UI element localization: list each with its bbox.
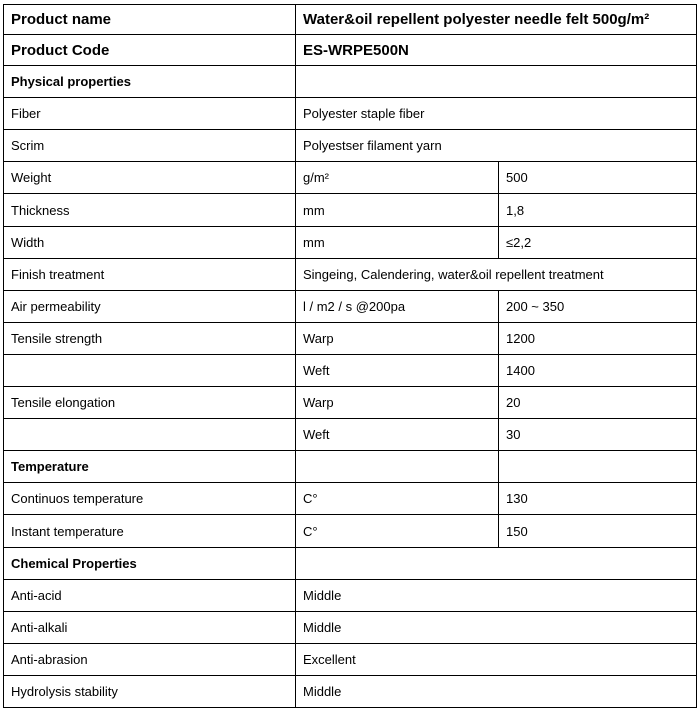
row-value: 200 ~ 350: [499, 291, 697, 323]
section-heading-temperature: Temperature: [4, 451, 296, 483]
empty-cell: [4, 355, 296, 387]
row-label: Anti-acid: [4, 580, 296, 612]
section-heading-chemical: Chemical Properties: [4, 548, 296, 580]
table-row-anti-abrasion: [4, 644, 697, 676]
row-unit: g/m²: [296, 162, 499, 194]
row-label: Thickness: [4, 194, 296, 227]
table-row-anti-acid: [4, 580, 697, 612]
row-value: Polyestser filament yarn: [296, 130, 697, 162]
product-name-value: Water&oil repellent polyester needle felt 500g/m²: [296, 5, 697, 35]
product-name-row: [4, 5, 697, 35]
row-value: Singeing, Calendering, water&oil repellent treatment: [296, 259, 697, 291]
row-label: Tensile elongation: [4, 387, 296, 419]
row-value: 1400: [499, 355, 697, 387]
row-value: 20: [499, 387, 697, 419]
row-value: 30: [499, 419, 697, 451]
row-unit: Weft: [296, 419, 499, 451]
empty-cell: [296, 66, 697, 98]
row-label: Anti-alkali: [4, 612, 296, 644]
table-row-continuous-temperature: [4, 483, 697, 515]
row-value: Middle: [296, 580, 697, 612]
product-code-row: [4, 35, 697, 66]
row-value: 500: [499, 162, 697, 194]
table-row-width: [4, 227, 697, 259]
row-value: 130: [499, 483, 697, 515]
section-row-physical: [4, 66, 697, 98]
table-row-scrim: [4, 130, 697, 162]
product-code-label: Product Code: [4, 35, 296, 66]
row-label: Fiber: [4, 98, 296, 130]
row-unit: l / m2 / s @200pa: [296, 291, 499, 323]
row-label: Hydrolysis stability: [4, 676, 296, 708]
empty-cell: [4, 419, 296, 451]
row-value: ≤2,2: [499, 227, 697, 259]
row-value: Middle: [296, 612, 697, 644]
row-unit: Warp: [296, 387, 499, 419]
table-row-tensile-elongation-warp: [4, 387, 697, 419]
row-label: Air permeability: [4, 291, 296, 323]
empty-cell: [296, 451, 499, 483]
table-row-fiber: [4, 98, 697, 130]
product-code-value: ES-WRPE500N: [296, 35, 697, 66]
row-value: 150: [499, 515, 697, 548]
row-value: Middle: [296, 676, 697, 708]
row-label: Anti-abrasion: [4, 644, 296, 676]
row-unit: C°: [296, 483, 499, 515]
row-value: 1200: [499, 323, 697, 355]
section-heading-physical: Physical properties: [4, 66, 296, 98]
row-unit: mm: [296, 194, 499, 227]
table-row-instant-temperature: [4, 515, 697, 548]
table-row-hydrolysis-stability: [4, 676, 697, 708]
product-spec-table: [3, 4, 697, 708]
row-label: Continuos temperature: [4, 483, 296, 515]
table-row-weight: [4, 162, 697, 194]
product-name-label: Product name: [4, 5, 296, 35]
row-value: Polyester staple fiber: [296, 98, 697, 130]
table-row-tensile-strength-weft: [4, 355, 697, 387]
empty-cell: [499, 451, 697, 483]
row-unit: Weft: [296, 355, 499, 387]
row-value: Excellent: [296, 644, 697, 676]
row-label: Instant temperature: [4, 515, 296, 548]
row-label: Tensile strength: [4, 323, 296, 355]
row-label: Finish treatment: [4, 259, 296, 291]
table-row-tensile-elongation-weft: [4, 419, 697, 451]
table-row-tensile-strength-warp: [4, 323, 697, 355]
section-row-chemical: [4, 548, 697, 580]
row-label: Scrim: [4, 130, 296, 162]
empty-cell: [296, 548, 697, 580]
row-unit: C°: [296, 515, 499, 548]
table-row-air-permeability: [4, 291, 697, 323]
table-row-finish-treatment: [4, 259, 697, 291]
row-unit: Warp: [296, 323, 499, 355]
table-row-anti-alkali: [4, 612, 697, 644]
section-row-temperature: [4, 451, 697, 483]
row-label: Width: [4, 227, 296, 259]
row-value: 1,8: [499, 194, 697, 227]
row-label: Weight: [4, 162, 296, 194]
table-row-thickness: [4, 194, 697, 227]
spec-sheet: [3, 4, 697, 708]
row-unit: mm: [296, 227, 499, 259]
